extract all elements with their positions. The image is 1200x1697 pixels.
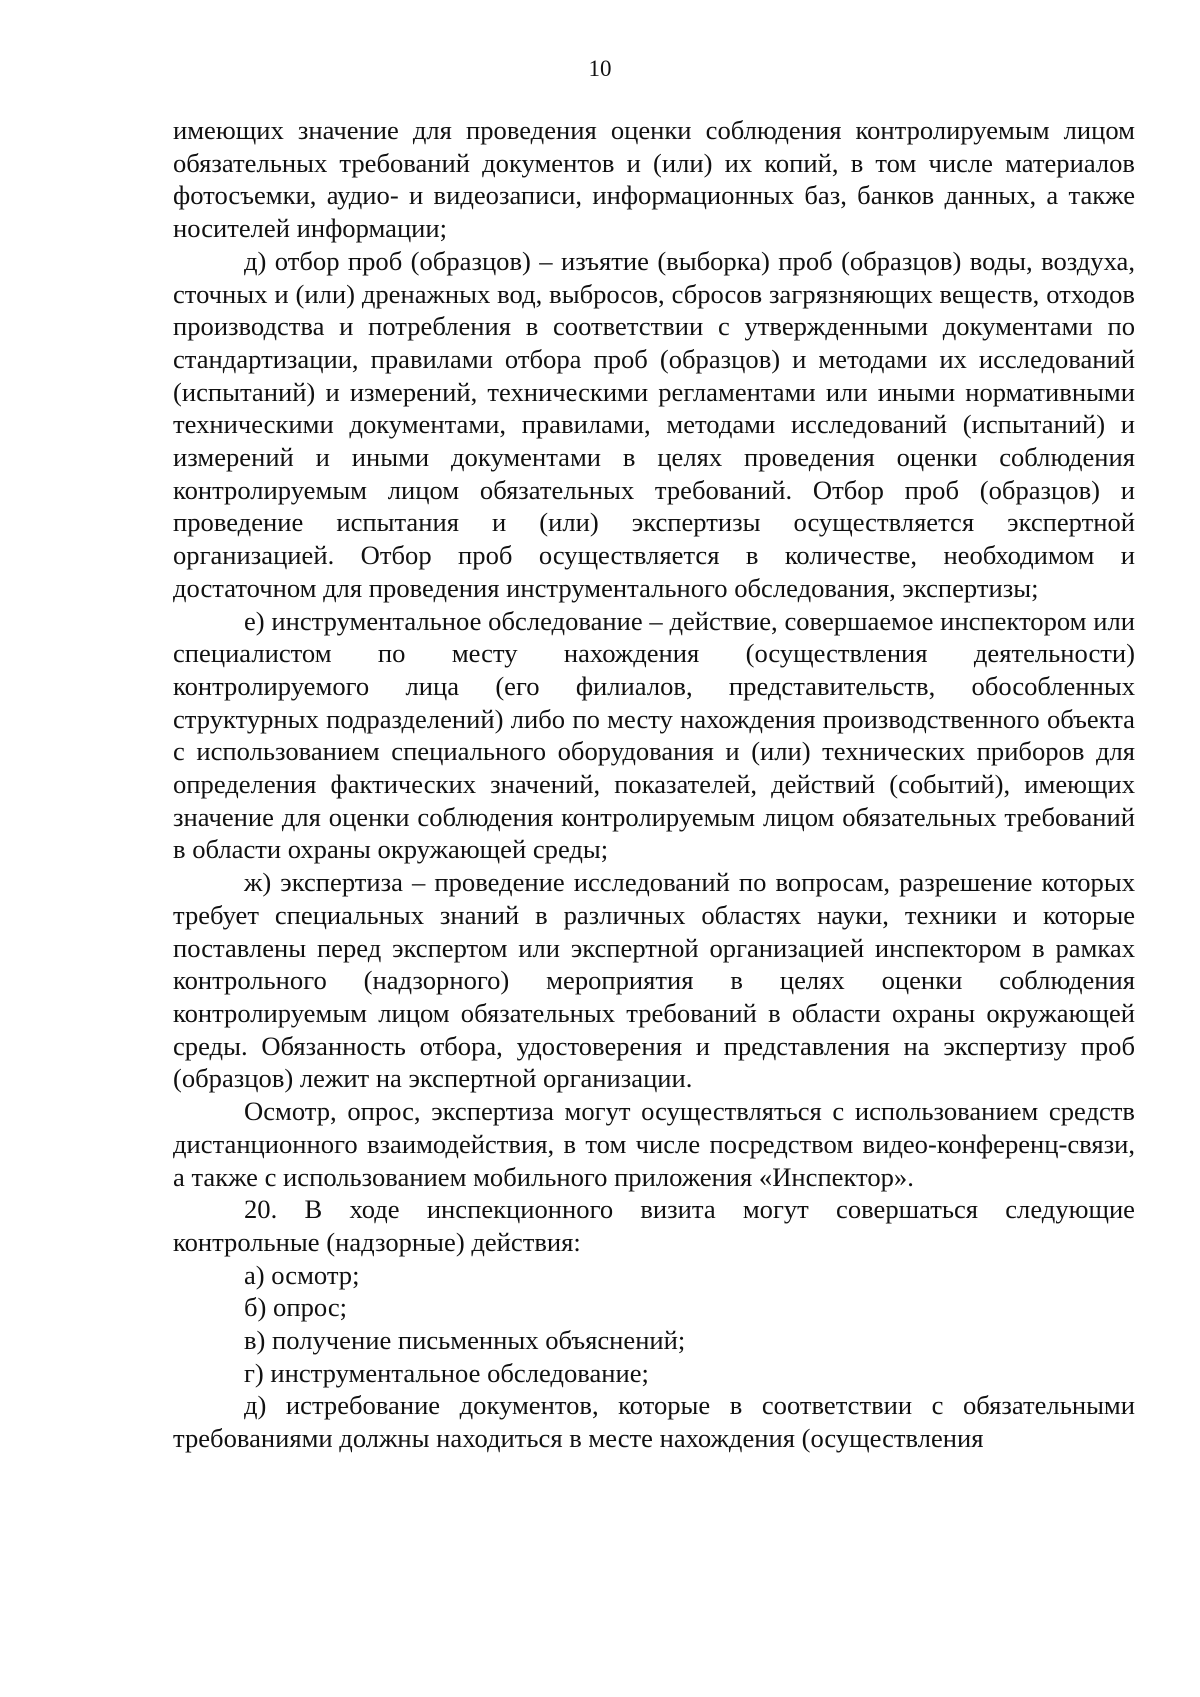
paragraph-clause-20: 20. В ходе инспекционного визита могут совершаться следующие контрольные (надзорные) действия:: [173, 1194, 1135, 1257]
list-item-g: г) инструментальное обследование;: [244, 1357, 649, 1388]
document-body: [173, 114, 1135, 1455]
list-item-b: б) опрос;: [244, 1292, 348, 1323]
paragraph-item-d-sampling: д) отбор проб (образцов) – изъятие (выборка) проб (образцов) воды, воздуха, сточных и (или) дренажных вод, выбросов, сбросов загрязняющих веществ, отходов производства и потребления в соответствии с утвержденными документами по стандартизации, правилами отбора проб (образцов) и методами их исследований (испытаний) и измерений, техническими регламентами или иными нормативными техническими документами, правилами, методами исследований (испытаний) и измерений и иными документами в целях проведения оценки соблюдения контролируемым лицом обязательных требований. Отбор проб (образцов) и проведение испытания и (или) экспертизы осуществляется экспертной организацией. Отбор проб осуществляется в количестве, необходимом и достаточном для проведения инструментального обследования, экспертизы;: [173, 245, 1135, 603]
page-number: 10: [588, 56, 612, 81]
paragraph-item-e-instrumental-survey: е) инструментальное обследование – действие, совершаемое инспектором или специалистом по месту нахождения (осуществления деятельности) контролируемого лица (его филиалов, представительств, обособленных структурных подразделений) либо по месту нахождения производственного объекта с использованием специального оборудования и (или) технических приборов для определения фактических значений, показателей, действий (событий), имеющих значение для оценки соблюдения контролируемым лицом обязательных требований в области охраны окружающей среды;: [173, 605, 1135, 865]
list-item-v: в) получение письменных объяснений;: [244, 1325, 686, 1356]
paragraph-continuation: имеющих значение для проведения оценки соблюдения контролируемым лицом обязательных требований документов и (или) их копий, в том числе материалов фотосъемки, аудио- и видеозаписи, информационных баз, банков данных, а также носителей информации;: [173, 115, 1135, 244]
paragraph-item-zh-expertise: ж) экспертиза – проведение исследований по вопросам, разрешение которых требует специальных знаний в различных областях науки, техники и которые поставлены перед экспертом или экспертной организацией инспектором в рамках контрольного (надзорного) мероприятия в целях оценки соблюдения контролируемым лицом обязательных требований в области охраны окружающей среды. Обязанность отбора, удостоверения и представления на экспертизу проб (образцов) лежит на экспертной организации.: [173, 867, 1135, 1094]
paragraph-remote-interaction: Осмотр, опрос, экспертиза могут осуществляться с использованием средств дистанционного взаимодействия, в том числе посредством видео-конференц-связи, а также с использованием мобильного приложения «Инспектор».: [173, 1096, 1135, 1192]
list-item-a: а) осмотр;: [244, 1259, 360, 1290]
list-item-d: д) истребование документов, которые в соответствии с обязательными требованиями должны находиться в месте нахождения (осуществления: [173, 1390, 1135, 1454]
